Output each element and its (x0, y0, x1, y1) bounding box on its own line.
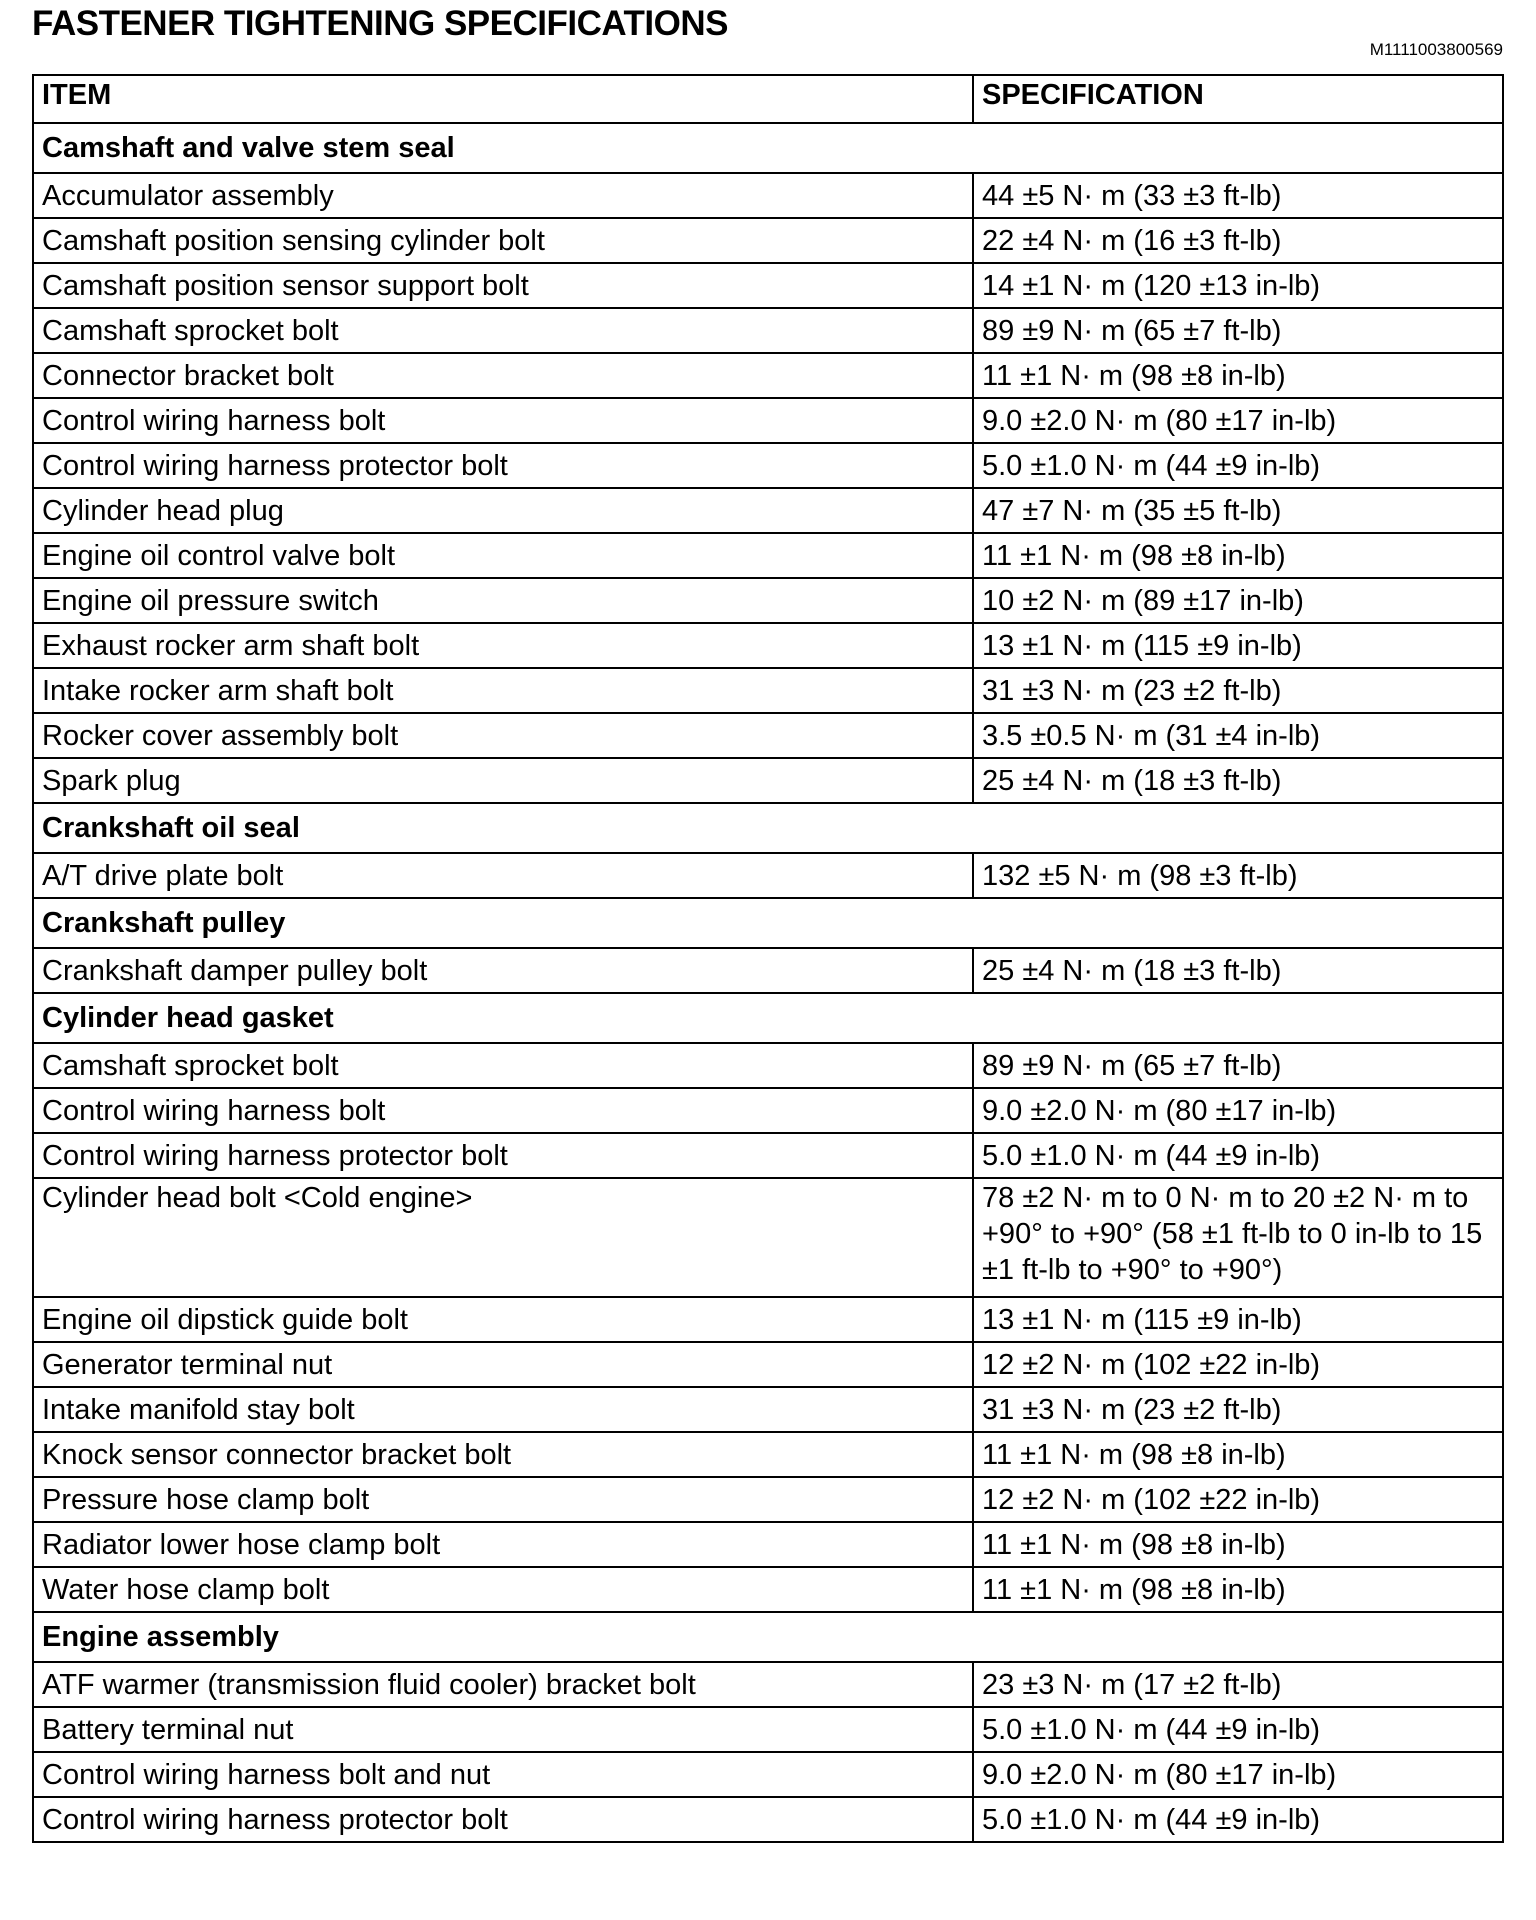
specification-cell: 9.0 ±2.0 N· m (80 ±17 in-lb) (973, 1752, 1503, 1797)
item-cell: Control wiring harness protector bolt (33, 443, 973, 488)
table-row (33, 1387, 1503, 1432)
specification-cell: 11 ±1 N· m (98 ±8 in-lb) (973, 1567, 1503, 1612)
item-cell: Crankshaft damper pulley bolt (33, 948, 973, 993)
section-title: Camshaft and valve stem seal (33, 123, 1503, 173)
table-header-row (33, 75, 1503, 123)
specification-cell: 12 ±2 N· m (102 ±22 in-lb) (973, 1342, 1503, 1387)
specification-cell: 5.0 ±1.0 N· m (44 ±9 in-lb) (973, 443, 1503, 488)
specification-cell: 44 ±5 N· m (33 ±3 ft-lb) (973, 173, 1503, 218)
specification-cell: 5.0 ±1.0 N· m (44 ±9 in-lb) (973, 1133, 1503, 1178)
specification-cell: 5.0 ±1.0 N· m (44 ±9 in-lb) (973, 1707, 1503, 1752)
specification-cell: 89 ±9 N· m (65 ±7 ft-lb) (973, 308, 1503, 353)
item-cell: Control wiring harness protector bolt (33, 1797, 973, 1842)
table-row (33, 623, 1503, 668)
specification-cell: 11 ±1 N· m (98 ±8 in-lb) (973, 1522, 1503, 1567)
item-cell: Cylinder head plug (33, 488, 973, 533)
table-row (33, 398, 1503, 443)
table-row (33, 1477, 1503, 1522)
section-title: Cylinder head gasket (33, 993, 1503, 1043)
specification-cell: 25 ±4 N· m (18 ±3 ft-lb) (973, 948, 1503, 993)
specification-cell: 9.0 ±2.0 N· m (80 ±17 in-lb) (973, 1088, 1503, 1133)
table-row (33, 173, 1503, 218)
specification-cell: 5.0 ±1.0 N· m (44 ±9 in-lb) (973, 1797, 1503, 1842)
table-row (33, 488, 1503, 533)
item-cell: Intake manifold stay bolt (33, 1387, 973, 1432)
section-header-row (33, 1612, 1503, 1662)
specification-cell: 9.0 ±2.0 N· m (80 ±17 in-lb) (973, 398, 1503, 443)
item-cell: Knock sensor connector bracket bolt (33, 1432, 973, 1477)
specification-cell: 78 ±2 N· m to 0 N· m to 20 ±2 N· m to +90° to +90° (58 ±1 ft-lb to 0 in-lb to 15 ±1 ft-lb to +90° to +90°) (973, 1178, 1503, 1297)
section-header-row (33, 123, 1503, 173)
section-header-row (33, 898, 1503, 948)
table-row (33, 533, 1503, 578)
specification-cell: 47 ±7 N· m (35 ±5 ft-lb) (973, 488, 1503, 533)
table-row (33, 758, 1503, 803)
item-cell: Battery terminal nut (33, 1707, 973, 1752)
table-row (33, 263, 1503, 308)
column-header-specification: SPECIFICATION (973, 75, 1503, 123)
item-cell: Camshaft sprocket bolt (33, 308, 973, 353)
item-cell: Engine oil dipstick guide bolt (33, 1297, 973, 1342)
specification-cell: 11 ±1 N· m (98 ±8 in-lb) (973, 533, 1503, 578)
table-row (33, 1043, 1503, 1088)
specification-cell: 31 ±3 N· m (23 ±2 ft-lb) (973, 668, 1503, 713)
column-header-item: ITEM (33, 75, 973, 123)
item-cell: Exhaust rocker arm shaft bolt (33, 623, 973, 668)
specification-cell: 12 ±2 N· m (102 ±22 in-lb) (973, 1477, 1503, 1522)
specification-cell: 13 ±1 N· m (115 ±9 in-lb) (973, 1297, 1503, 1342)
table-row (33, 1567, 1503, 1612)
document-id: M1111003800569 (1369, 40, 1503, 59)
specification-cell: 11 ±1 N· m (98 ±8 in-lb) (973, 353, 1503, 398)
section-title: Crankshaft oil seal (33, 803, 1503, 853)
specification-cell: 31 ±3 N· m (23 ±2 ft-lb) (973, 1387, 1503, 1432)
table-row (33, 218, 1503, 263)
table-row (33, 443, 1503, 488)
item-cell: Radiator lower hose clamp bolt (33, 1522, 973, 1567)
item-cell: Intake rocker arm shaft bolt (33, 668, 973, 713)
item-cell: Control wiring harness bolt (33, 398, 973, 443)
section-header-row (33, 993, 1503, 1043)
item-cell: Camshaft position sensing cylinder bolt (33, 218, 973, 263)
specification-cell: 13 ±1 N· m (115 ±9 in-lb) (973, 623, 1503, 668)
table-row (33, 1088, 1503, 1133)
table-row (33, 353, 1503, 398)
item-cell: Accumulator assembly (33, 173, 973, 218)
item-cell: Connector bracket bolt (33, 353, 973, 398)
item-cell: Cylinder head bolt <Cold engine> (33, 1178, 973, 1297)
table-row (33, 578, 1503, 623)
table-row (33, 1178, 1503, 1297)
item-cell: Water hose clamp bolt (33, 1567, 973, 1612)
table-row (33, 1133, 1503, 1178)
section-title: Engine assembly (33, 1612, 1503, 1662)
item-cell: Camshaft position sensor support bolt (33, 263, 973, 308)
table-row (33, 1797, 1503, 1842)
item-cell: Camshaft sprocket bolt (33, 1043, 973, 1088)
item-cell: Spark plug (33, 758, 973, 803)
table-row (33, 1707, 1503, 1752)
item-cell: Generator terminal nut (33, 1342, 973, 1387)
item-cell: Rocker cover assembly bolt (33, 713, 973, 758)
specification-cell: 22 ±4 N· m (16 ±3 ft-lb) (973, 218, 1503, 263)
item-cell: Pressure hose clamp bolt (33, 1477, 973, 1522)
page-title: FASTENER TIGHTENING SPECIFICATIONS (32, 4, 729, 43)
specification-cell: 89 ±9 N· m (65 ±7 ft-lb) (973, 1043, 1503, 1088)
table-row (33, 948, 1503, 993)
table-row (33, 713, 1503, 758)
item-cell: Control wiring harness bolt (33, 1088, 973, 1133)
table-row (33, 1522, 1503, 1567)
specification-cell: 11 ±1 N· m (98 ±8 in-lb) (973, 1432, 1503, 1477)
table-row (33, 668, 1503, 713)
table-row (33, 1662, 1503, 1707)
table-row (33, 1297, 1503, 1342)
section-title: Crankshaft pulley (33, 898, 1503, 948)
specification-cell: 25 ±4 N· m (18 ±3 ft-lb) (973, 758, 1503, 803)
item-cell: ATF warmer (transmission fluid cooler) bracket bolt (33, 1662, 973, 1707)
specification-table (32, 74, 1504, 1843)
item-cell: Engine oil control valve bolt (33, 533, 973, 578)
specification-cell: 14 ±1 N· m (120 ±13 in-lb) (973, 263, 1503, 308)
specification-cell: 132 ±5 N· m (98 ±3 ft-lb) (973, 853, 1503, 898)
table-row (33, 853, 1503, 898)
table-row (33, 1432, 1503, 1477)
section-header-row (33, 803, 1503, 853)
item-cell: A/T drive plate bolt (33, 853, 973, 898)
specification-cell: 23 ±3 N· m (17 ±2 ft-lb) (973, 1662, 1503, 1707)
table-row (33, 1752, 1503, 1797)
specification-cell: 3.5 ±0.5 N· m (31 ±4 in-lb) (973, 713, 1503, 758)
table-row (33, 1342, 1503, 1387)
item-cell: Control wiring harness bolt and nut (33, 1752, 973, 1797)
item-cell: Engine oil pressure switch (33, 578, 973, 623)
specification-cell: 10 ±2 N· m (89 ±17 in-lb) (973, 578, 1503, 623)
table-row (33, 308, 1503, 353)
item-cell: Control wiring harness protector bolt (33, 1133, 973, 1178)
